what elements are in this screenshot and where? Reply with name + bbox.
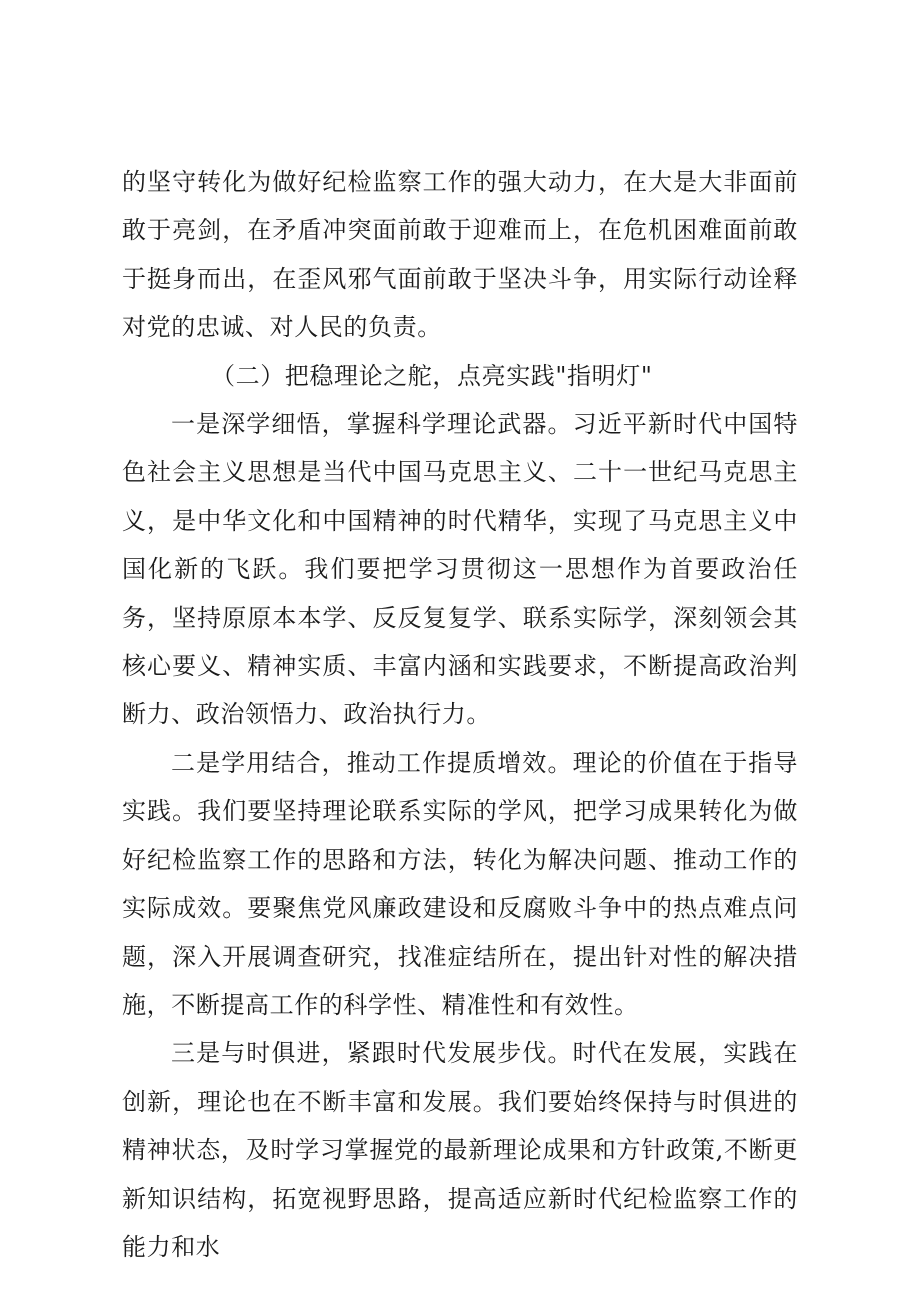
document-body (122, 158, 798, 1271)
paragraph-point-one: 一是深学细悟，掌握科学理论武器。习近平新时代中国特色社会主义思想是当代中国马克思主义、二十一世纪马克思主义，是中华文化和中国精神的时代精华，实现了马克思主义中国化新的飞跃。我们要把学习贯彻这一思想作为首要政治任务，坚持原原本本学、反反复复学、联系实际学，深刻领会其核心要义、精神实质、丰富内涵和实践要求，不断提高政治判断力、政治领悟力、政治执行力。 (122, 410, 798, 729)
paragraph-point-two: 二是学用结合，推动工作提质增效。理论的价值在于指导实践。我们要坚持理论联系实际的学风，把学习成果转化为做好纪检监察工作的思路和方法，转化为解决问题、推动工作的实际成效。要聚焦党风廉政建设和反腐败斗争中的热点难点问题，深入开展调查研究，找准症结所在，提出针对性的解决措施，不断提高工作的科学性、精准性和有效性。 (122, 748, 798, 1019)
paragraph-point-three: 三是与时俱进，紧跟时代发展步伐。时代在发展，实践在创新，理论也在不断丰富和发展。我们要始终保持与时俱进的精神状态，及时学习掌握党的最新理论成果和方针政策,不断更新知识结构，拓宽视野思路，提高适应新时代纪检监察工作的能力和水 (122, 1039, 798, 1261)
section-heading: （二）把稳理论之舵，点亮实践"指明灯" (211, 361, 653, 390)
paragraph-continuation: 的坚守转化为做好纪检监察工作的强大动力，在大是大非面前敢于亮剑，在矛盾冲突面前敢于迎难而上，在危机困难面前敢于挺身而出，在歪风邪气面前敢于坚决斗争，用实际行动诠释对党的忠诚、对人民的负责。 (122, 168, 798, 342)
